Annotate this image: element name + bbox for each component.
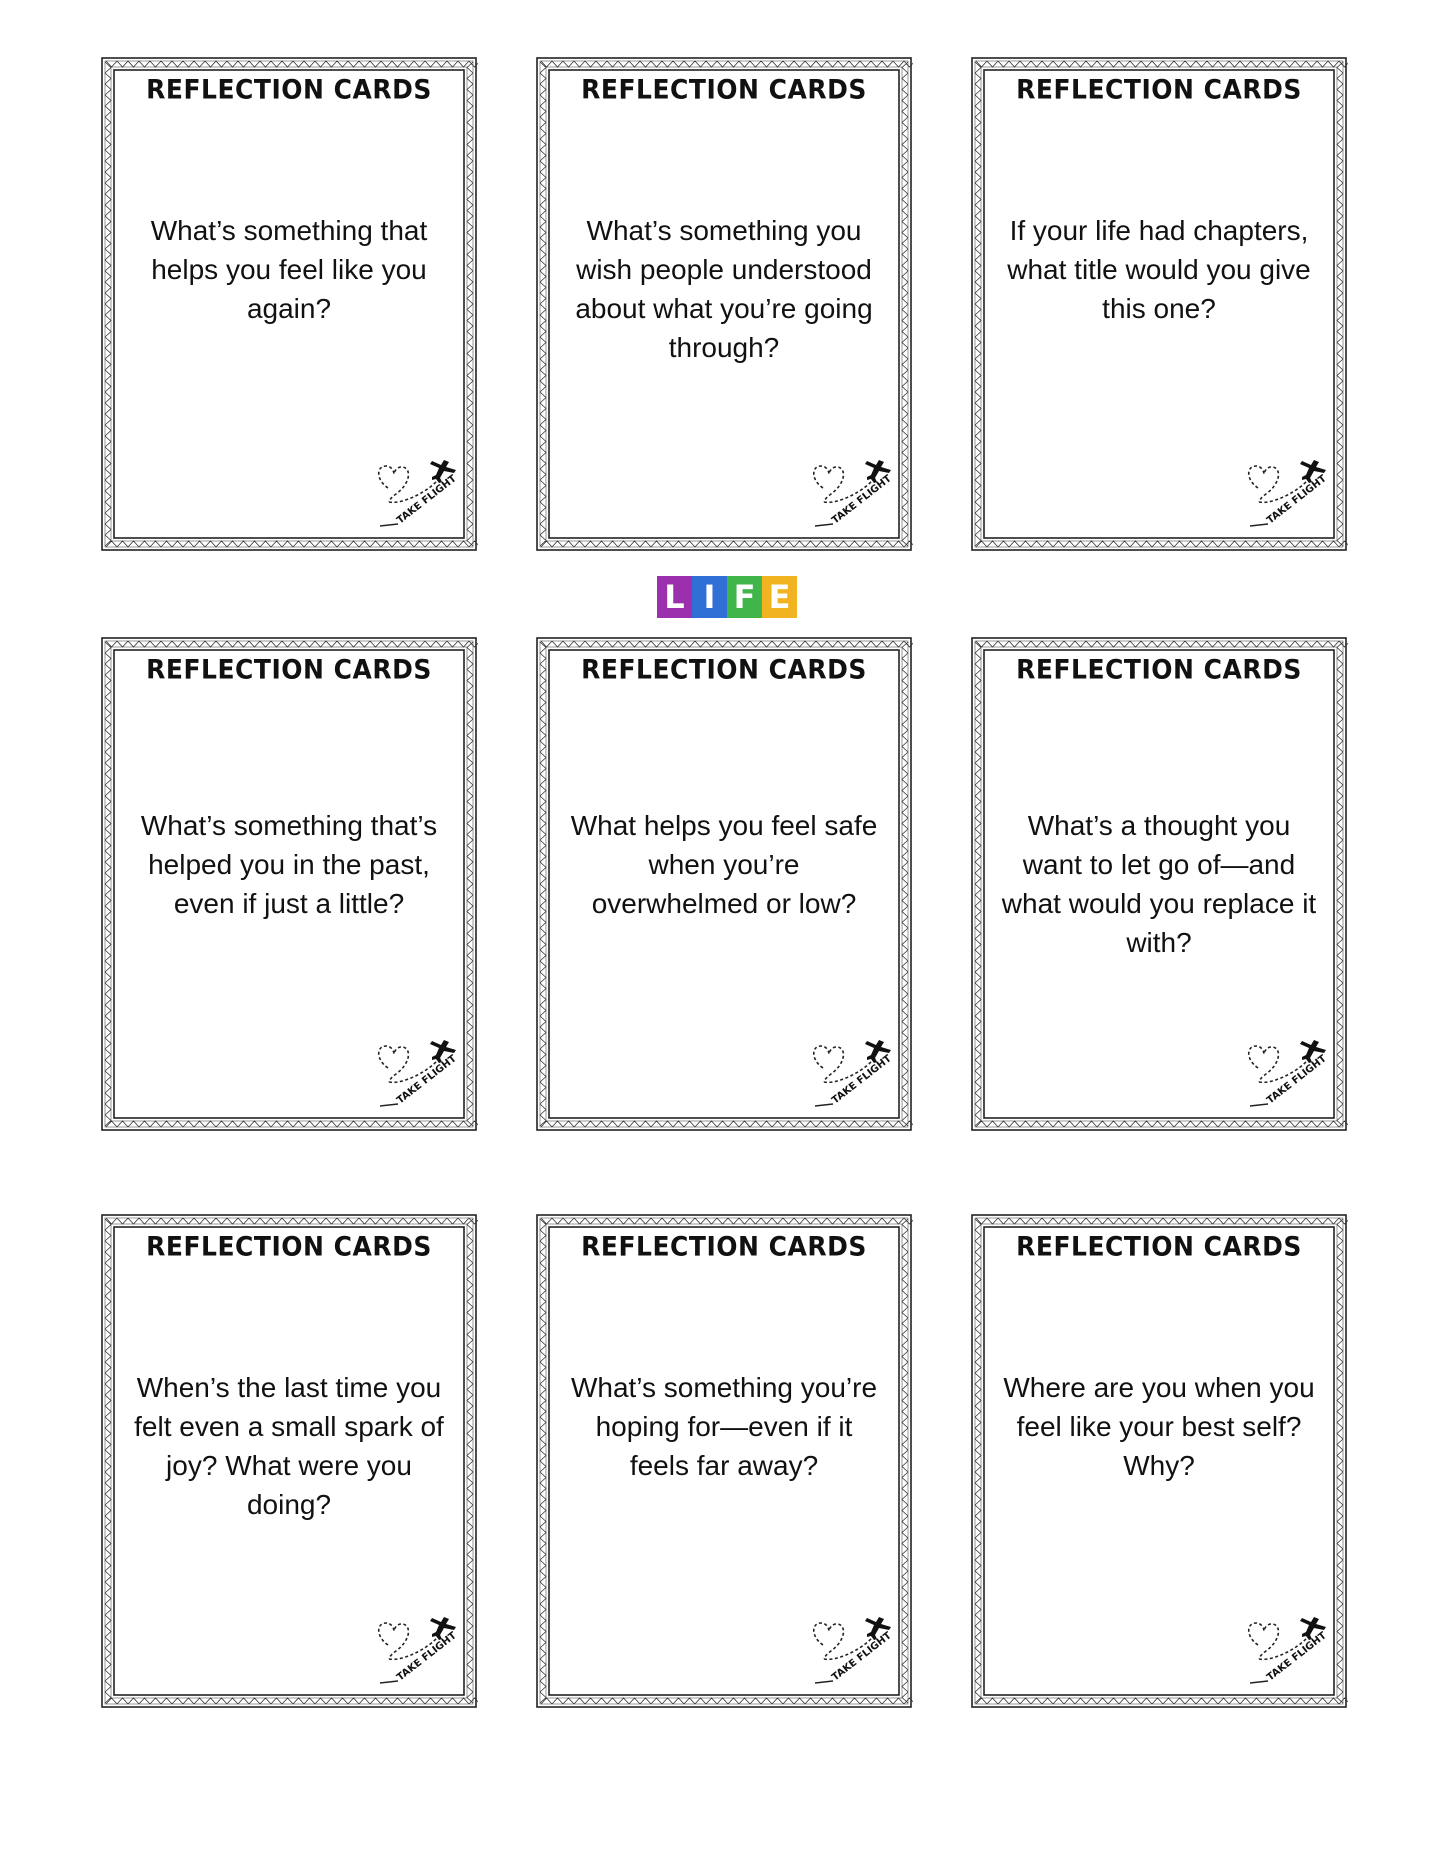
card-title: REFLECTION CARDS — [581, 1231, 867, 1262]
svg-text:TAKE FLIGHT: TAKE FLIGHT — [1265, 1053, 1329, 1107]
svg-text:TAKE FLIGHT: TAKE FLIGHT — [1265, 1630, 1329, 1684]
life-letter-e: E — [762, 576, 797, 618]
reflection-card — [100, 1213, 478, 1709]
card-title: REFLECTION CARDS — [1016, 654, 1302, 685]
life-letter-l: L — [657, 576, 692, 618]
card-question: What’s something that’s helped you in the past, even if just a little? — [140, 810, 438, 919]
card-question: What helps you feel safe when you’re overwhelmed or low? — [570, 810, 878, 919]
card-title: REFLECTION CARDS — [1016, 74, 1302, 105]
reflection-card — [535, 1213, 913, 1709]
reflection-card — [970, 1213, 1348, 1709]
card-question: What’s something that helps you feel like you again? — [150, 215, 428, 324]
reflection-card — [100, 636, 478, 1132]
svg-text:TAKE FLIGHT: TAKE FLIGHT — [830, 1630, 894, 1684]
card-title: REFLECTION CARDS — [146, 74, 432, 105]
reflection-card — [535, 56, 913, 552]
card-question: When’s the last time you felt even a small spark of joy? What were you doing? — [134, 1372, 444, 1520]
card-title: REFLECTION CARDS — [1016, 1231, 1302, 1262]
take-flight-logo-icon — [805, 454, 895, 534]
card-title: REFLECTION CARDS — [146, 654, 432, 685]
card-question: If your life had chapters, what title would you give this one? — [1007, 215, 1311, 324]
card-question: What’s a thought you want to let go of—and what would you replace it with? — [1001, 810, 1317, 958]
life-letter-i: I — [692, 576, 727, 618]
card-question: What’s something you wish people understood about what you’re going through? — [575, 215, 873, 363]
card-question: Where are you when you feel like your best self? Why? — [1003, 1372, 1315, 1481]
take-flight-logo-icon — [805, 1034, 895, 1114]
take-flight-logo-icon — [1240, 1611, 1330, 1691]
reflection-card — [970, 56, 1348, 552]
card-question: What’s something you’re hoping for—even if it feels far away? — [570, 1372, 878, 1481]
take-flight-logo-icon — [1240, 1034, 1330, 1114]
card-title: REFLECTION CARDS — [581, 74, 867, 105]
reflection-card — [100, 56, 478, 552]
take-flight-logo-icon — [805, 1611, 895, 1691]
take-flight-logo-icon — [370, 1034, 460, 1114]
svg-text:TAKE FLIGHT: TAKE FLIGHT — [395, 1630, 459, 1684]
life-letter-f: F — [727, 576, 762, 618]
reflection-card — [970, 636, 1348, 1132]
reflection-card — [535, 636, 913, 1132]
take-flight-logo-icon — [370, 1611, 460, 1691]
svg-text:TAKE FLIGHT: TAKE FLIGHT — [830, 473, 894, 527]
svg-text:TAKE FLIGHT: TAKE FLIGHT — [830, 1053, 894, 1107]
svg-text:TAKE FLIGHT: TAKE FLIGHT — [1265, 473, 1329, 527]
take-flight-logo-icon — [370, 454, 460, 534]
take-flight-logo-icon — [1240, 454, 1330, 534]
card-title: REFLECTION CARDS — [146, 1231, 432, 1262]
svg-text:TAKE FLIGHT: TAKE FLIGHT — [395, 473, 459, 527]
card-title: REFLECTION CARDS — [581, 654, 867, 685]
svg-text:TAKE FLIGHT: TAKE FLIGHT — [395, 1053, 459, 1107]
life-logo — [657, 576, 797, 618]
